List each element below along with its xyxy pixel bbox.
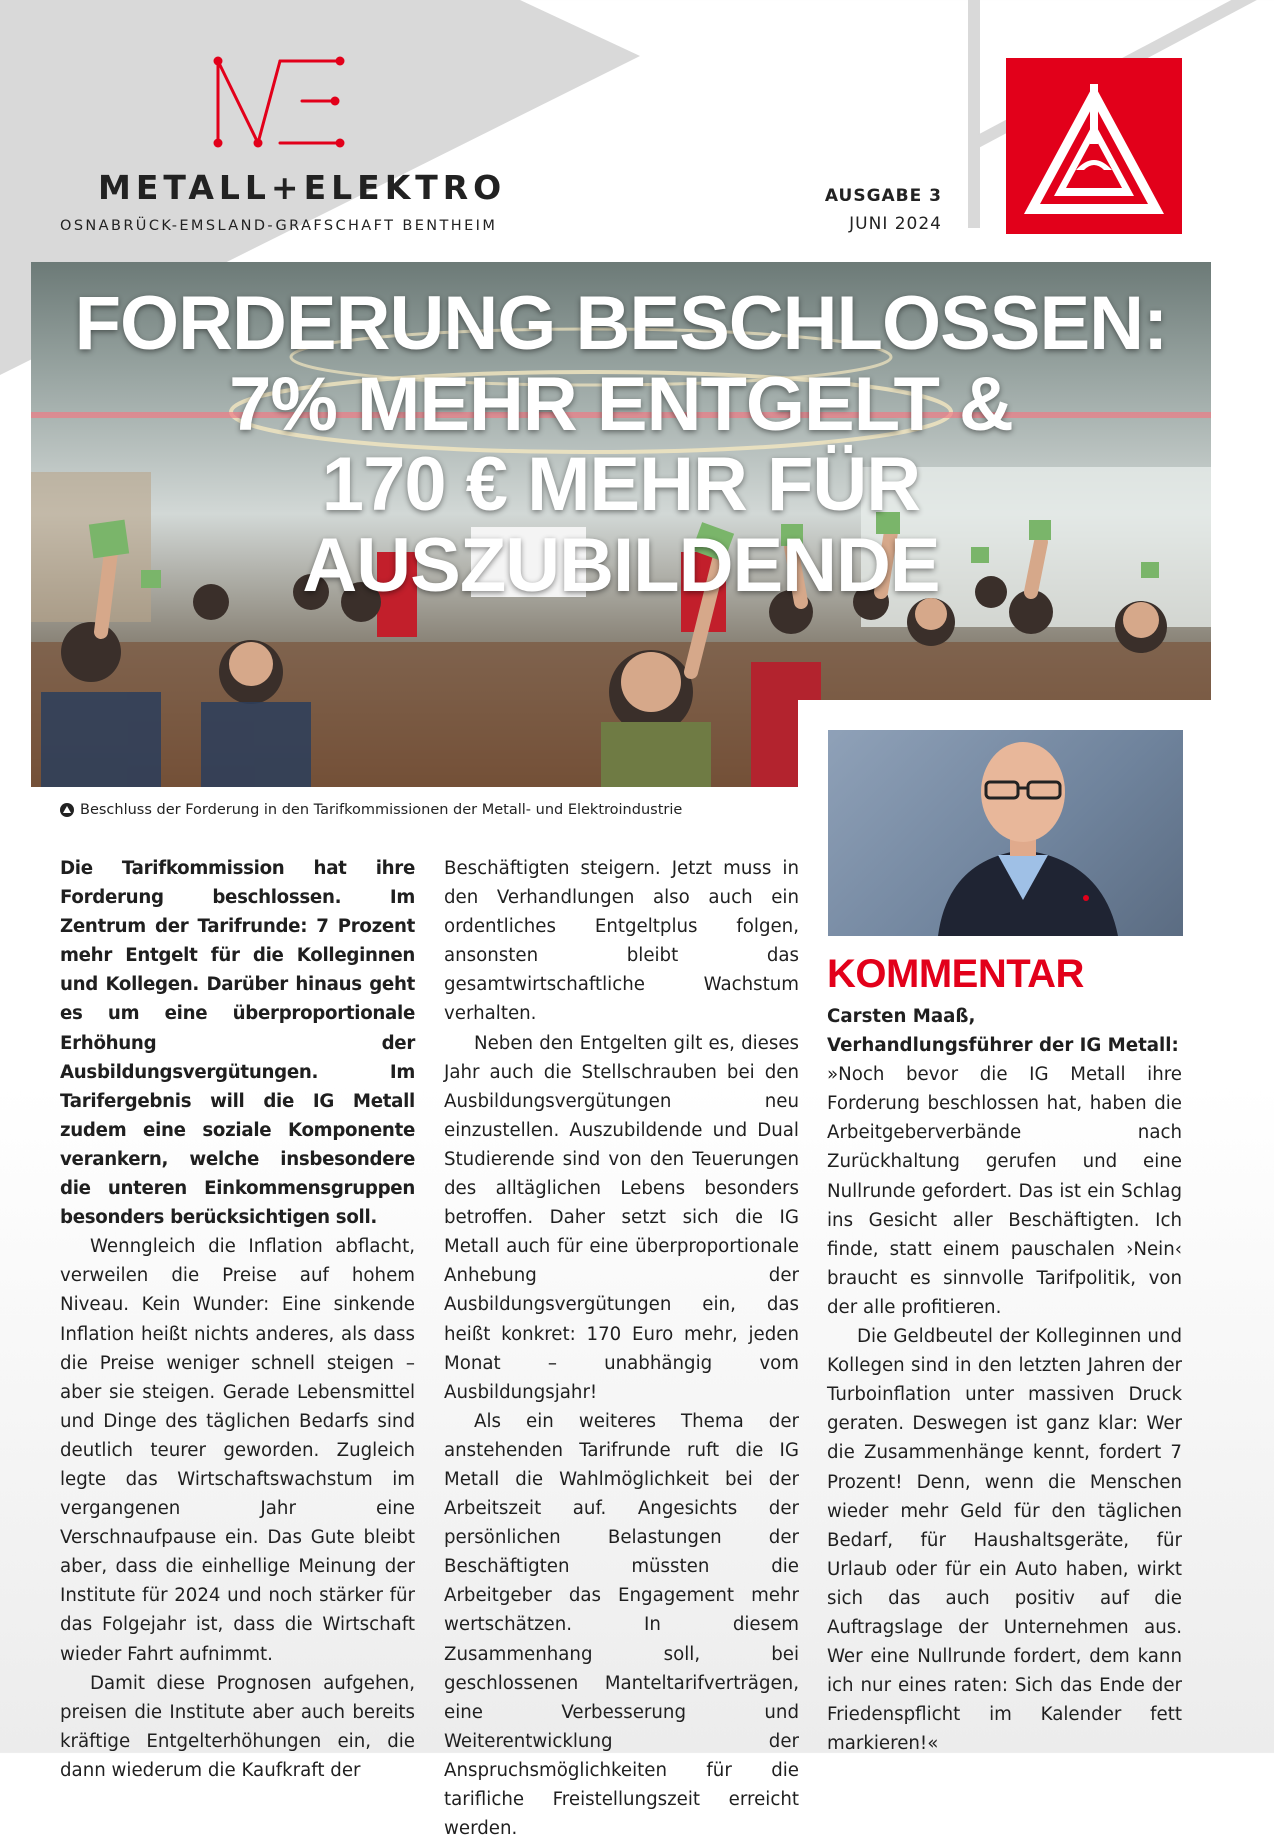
brand-region: OSNABRÜCK-EMSLAND-GRAFSCHAFT BENTHEIM bbox=[60, 218, 498, 234]
headline-line-3: 170 € MEHR FÜR AUSZUBILDENDE bbox=[302, 442, 940, 608]
portrait-illustration bbox=[828, 730, 1183, 936]
photo-caption-text: Beschluss der Forderung in den Tarifkommissionen der Metall- und Elektroindustrie bbox=[80, 802, 683, 818]
photo-caption bbox=[60, 802, 682, 818]
brand-name: METALL+ELEKTRO bbox=[98, 168, 507, 207]
me-logo bbox=[210, 55, 380, 150]
article-paragraph: Beschäftigten steigern. Jetzt muss in den Verhandlungen also auch ein ordentliches Entgeltplus folgen, ansonsten bleibt das gesamtwirtschaftliche Wachstum verhalten. bbox=[444, 858, 799, 1025]
article-paragraph: Als ein weiteres Thema der anstehenden Tarifrunde ruft die IG Metall die Wahlmöglichkeit bei der Arbeitszeit auf. Angesichts der persönlichen Belastungen der Beschäftigten müssten die Arbeitgeber das Engagement mehr wertschätzen. In diesem Zusammenhang soll, bei geschlossenen Manteltarifverträgen, eine Verbesserung und Weiterentwicklung der Anspruchsmöglichkeiten für die tarifliche Freistellungszeit erreicht werden. bbox=[444, 1410, 799, 1840]
article-paragraph: Damit diese Prognosen aufgehen, preisen die Institute aber auch bereits kräftige Entgelterhöhungen ein, die dann wiederum die Kaufkraft der bbox=[60, 1672, 415, 1781]
comment-author-name: Carsten Maaß, bbox=[827, 1006, 976, 1027]
headline-line-2: 7% MEHR ENTGELT & bbox=[229, 361, 1013, 447]
issue-number: AUSGABE 3 bbox=[824, 186, 942, 206]
article-lead: Die Tarifkommission hat ihre Forderung beschlossen. Im Zentrum der Tarifrunde: 7 Prozent mehr Entgelt für die Kolleginnen und Kollegen. Darüber hinaus geht es um eine überproportionale Erhöhung der Ausbildungsvergütungen. Im Tarifergebnis will die IG Metall zudem eine soziale Komponente verankern, welche insbesondere die unteren Einkommensgruppen besonders berücksichtigen soll. bbox=[60, 858, 415, 1229]
comment-column bbox=[827, 1002, 1182, 1758]
article-column-1 bbox=[60, 854, 415, 1785]
headline-line-1: FORDERUNG BESCHLOSSEN: bbox=[74, 281, 1168, 366]
headline bbox=[31, 281, 1211, 608]
article-paragraph: Wenngleich die Inflation abflacht, verweilen die Preise auf hohem Niveau. Kein Wunder: Eine sinkende Inflation heißt nichts anderes, als dass die Preise weniger schnell steigen – aber sie steigen. Gerade Lebensmittel und Dinge des täglichen Bedarfs sind deutlich teurer geworden. Zugleich legte das Wirtschaftswachstum im vergangenen Jahr eine Verschnaufpause ein. Das Gute bleibt aber, dass die einhellige Meinung der Institute für 2024 und noch stärker für das Folgejahr ist, dass die Wirtschaft wieder Fahrt aufnimmt. bbox=[60, 1236, 415, 1665]
issue-info bbox=[825, 186, 942, 234]
comment-portrait bbox=[798, 700, 1212, 964]
issue-date: JUNI 2024 bbox=[849, 214, 942, 234]
comment-title: KOMMENTAR bbox=[827, 952, 1084, 996]
comment-author-role: Verhandlungsführer der IG Metall: bbox=[827, 1035, 1179, 1057]
article-paragraph: Neben den Entgelten gilt es, dieses Jahr auch die Stellschrauben bei den Ausbildungsvergütungen neu einzustellen. Auszubildende und Dual Studierende sind von den Teuerungen des alltäglichen Lebens besonders betroffen. Daher setzt sich die IG Metall auch für eine überproportionale Anhebung der Ausbildungsvergütungen ein, das heißt konkret: 170 Euro mehr, jeden Monat – unabhängig vom Ausbildungsjahr! bbox=[444, 1032, 799, 1403]
article-column-2 bbox=[444, 854, 799, 1843]
comment-paragraph: »Noch bevor die IG Metall ihre Forderung beschlossen hat, haben die Arbeitgeberverbände nach Zurückhaltung gerufen und eine Nullrunde gefordert. Das ist ein Schlag ins Gesicht aller Beschäftigten. Ich finde, statt einem pauschalen ›Nein‹ braucht es sinnvolle Tarifpolitik, von der alle profitieren. bbox=[827, 1064, 1182, 1318]
camera-icon bbox=[60, 803, 74, 817]
igm-logo bbox=[1006, 58, 1182, 234]
comment-paragraph: Die Geldbeutel der Kolleginnen und Kollegen sind in den letzten Jahren der Turboinflation unter massiven Druck geraten. Deswegen ist ganz klar: Wer die Zusammenhänge kennt, fordert 7 Prozent! Denn, wenn die Menschen wieder mehr Geld für den täglichen Bedarf, für Haushaltsgeräte, für Urlaub oder für ein Auto haben, wirkt sich das auch positiv auf die Auftragslage der Unternehmen aus. Wer eine Nullrunde fordert, dem kann ich nur eines raten: Sich das Ende der Friedenspflicht im Kalender fett markieren!« bbox=[827, 1326, 1182, 1755]
header-decor-line bbox=[968, 0, 980, 228]
